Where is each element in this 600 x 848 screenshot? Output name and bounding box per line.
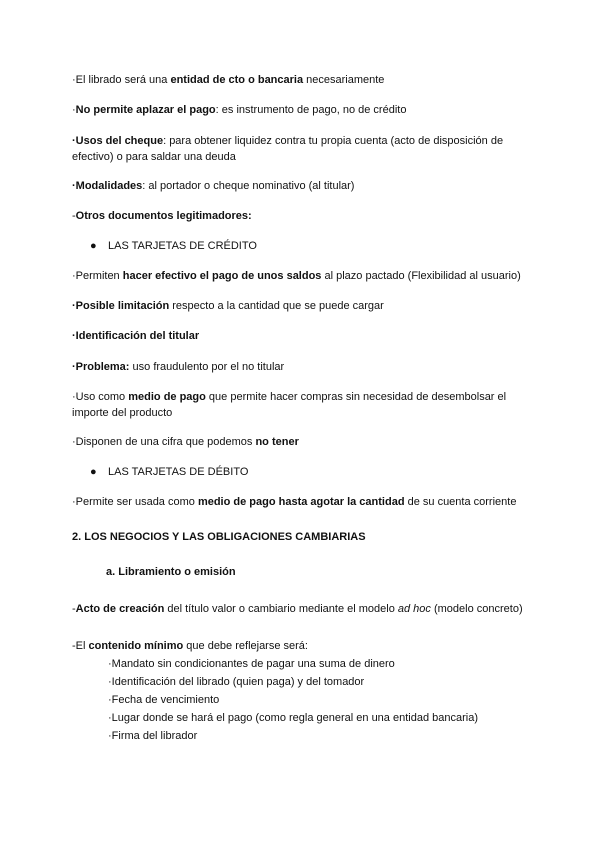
subsection-heading bbox=[106, 564, 236, 580]
text: respecto a la cantidad que se puede cargar bbox=[169, 300, 384, 312]
content-item: ·Firma del librador bbox=[108, 730, 198, 742]
bold-text: ·Usos del cheque bbox=[72, 135, 164, 147]
bold-text: Acto de creación bbox=[75, 603, 165, 615]
text: ·El librado será una bbox=[72, 74, 171, 86]
paragraph-disponen bbox=[72, 434, 532, 450]
bold-text: No permite aplazar el pago bbox=[75, 104, 216, 116]
subsection-heading-text: a. Libramiento o emisión bbox=[106, 566, 236, 578]
bullet-icon: ● bbox=[90, 240, 97, 252]
text: - bbox=[72, 210, 76, 222]
bold-text: hacer efectivo el pago de unos saldos bbox=[122, 270, 322, 282]
bold-text: contenido mínimo bbox=[88, 640, 184, 652]
bold-text: ·Posible limitación bbox=[72, 300, 170, 312]
bullet-label: LAS TARJETAS DE CRÉDITO bbox=[108, 240, 257, 252]
text: ·Permite ser usada como bbox=[72, 496, 198, 508]
bold-text: no tener bbox=[255, 436, 299, 448]
text: (modelo concreto) bbox=[430, 603, 523, 615]
text: uso fraudulento por el no titular bbox=[129, 361, 285, 373]
italic-text: ad hoc bbox=[397, 603, 431, 615]
section-heading bbox=[72, 529, 532, 545]
paragraph-contenido-minimo bbox=[72, 638, 532, 654]
text: -El bbox=[72, 640, 89, 652]
text: necesariamente bbox=[303, 74, 385, 86]
bold-text: Otros documentos legitimadores: bbox=[75, 210, 252, 222]
paragraph-permite bbox=[72, 494, 532, 510]
text: ·Permiten bbox=[72, 270, 123, 282]
section-heading-text: 2. LOS NEGOCIOS Y LAS OBLIGACIONES CAMBIARIAS bbox=[72, 531, 366, 543]
paragraph-modalidades bbox=[72, 178, 532, 194]
content-item: ·Fecha de vencimiento bbox=[108, 694, 220, 706]
paragraph-posible-limitacion bbox=[72, 298, 532, 314]
content-item: ·Mandato sin condicionantes de pagar una suma de dinero bbox=[108, 658, 395, 670]
paragraph-permiten bbox=[72, 268, 532, 284]
paragraph-no-aplazar bbox=[72, 102, 532, 118]
bold-text: ·Modalidades bbox=[72, 180, 143, 192]
paragraph-usos-cheque bbox=[72, 133, 532, 165]
text: ·Uso como bbox=[72, 391, 129, 403]
paragraph-librado bbox=[72, 72, 532, 88]
text: de su cuenta corriente bbox=[404, 496, 517, 508]
text: al plazo pactado (Flexibilidad al usuario) bbox=[321, 270, 521, 282]
bold-text: entidad de cto o bancaria bbox=[170, 74, 304, 86]
text: ·Disponen de una cifra que podemos bbox=[72, 436, 256, 448]
text: que debe reflejarse será: bbox=[183, 640, 308, 652]
paragraph-problema bbox=[72, 359, 532, 375]
text: del título valor o cambiario mediante el modelo bbox=[164, 603, 398, 615]
paragraph-uso-medio-pago bbox=[72, 389, 532, 421]
bullet-label: LAS TARJETAS DE DÉBITO bbox=[108, 466, 249, 478]
text: - bbox=[72, 603, 76, 615]
paragraph-otros-documentos bbox=[72, 208, 532, 224]
paragraph-identificacion-titular bbox=[72, 328, 532, 344]
text: : para obtener liquidez contra tu propia cuenta (acto de disposición de efectivo) o para saldar una deuda bbox=[72, 135, 504, 163]
bold-text: medio de pago hasta agotar la cantidad bbox=[197, 496, 405, 508]
paragraph-acto-creacion bbox=[72, 601, 532, 617]
text: · bbox=[72, 104, 76, 116]
bold-text: ·Problema: bbox=[72, 361, 130, 373]
text: : al portador o cheque nominativo (al titular) bbox=[142, 180, 355, 192]
text: que permite hacer compras sin necesidad de desembolsar el importe del producto bbox=[72, 391, 507, 419]
bullet-tarjetas-debito bbox=[90, 464, 248, 480]
content-item: ·Lugar donde se hará el pago (como regla general en una entidad bancaria) bbox=[108, 712, 478, 724]
bullet-tarjetas-credito bbox=[90, 238, 257, 254]
bold-text: medio de pago bbox=[128, 391, 206, 403]
content-item: ·Identificación del librado (quien paga) y del tomador bbox=[108, 676, 365, 688]
text: : es instrumento de pago, no de crédito bbox=[215, 104, 407, 116]
bold-text: ·Identificación del titular bbox=[72, 330, 200, 342]
bullet-icon: ● bbox=[90, 466, 97, 478]
